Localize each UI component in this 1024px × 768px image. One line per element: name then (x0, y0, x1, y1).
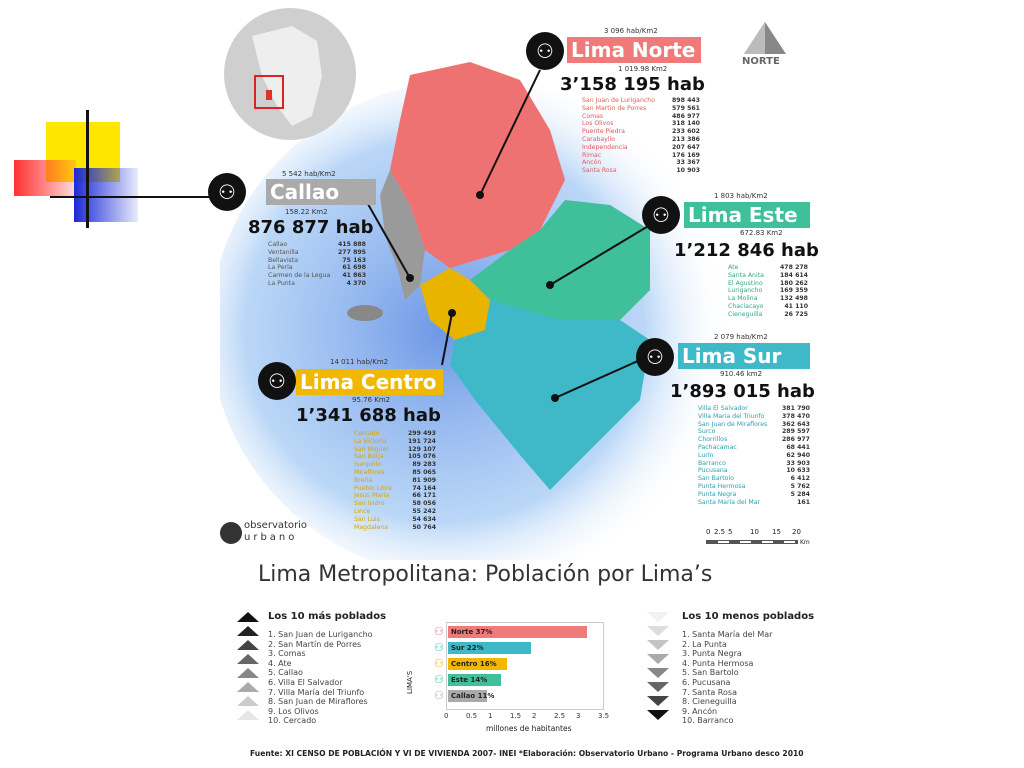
district-name: San Miguel (354, 445, 389, 453)
este-area: 672.83 Km2 (740, 229, 783, 237)
district-name: Lurigancho (728, 287, 763, 295)
district-name: San Luis (354, 515, 380, 523)
district-population: 362 643 (782, 420, 810, 428)
chart-ylabel: LIMA'S (406, 670, 414, 694)
infographic-title: Lima Metropolitana: Población por Lima’s (258, 562, 713, 587)
district-name: Jesús Maria (354, 492, 390, 500)
bar-person-icon: ⚇ (434, 641, 444, 654)
district-name: Magdalena (354, 523, 389, 531)
observatorio-logo (220, 518, 310, 546)
chart-x-tick: 0.5 (466, 712, 478, 720)
bar-person-icon: ⚇ (434, 673, 444, 686)
district-name: Cieneguilla (728, 310, 763, 318)
district-name: Villa El Salvador (698, 405, 748, 412)
district-row (354, 524, 436, 532)
sur-density: 2 079 hab/Km2 (714, 333, 768, 341)
district-population: 6 412 (790, 475, 810, 483)
district-row (268, 241, 366, 249)
chart-x-tick: 2.5 (554, 712, 566, 720)
list-item: 9. Ancón (682, 706, 718, 716)
scale-tick-4: 15 (772, 528, 781, 536)
district-name: Carabayllo (582, 135, 616, 143)
least-populated-chevrons (646, 612, 670, 728)
district-row (268, 272, 366, 280)
list-item: 5. Callao (268, 668, 303, 678)
district-name: Barranco (698, 459, 726, 467)
district-name: Santa Anita (728, 271, 764, 279)
sur-area: 910.46 km2 (720, 370, 763, 378)
district-row (698, 467, 810, 475)
people-icon-callao: ⚇ (208, 173, 246, 211)
district-row (698, 436, 810, 444)
district-name: Ancón (582, 159, 602, 167)
district-population: 289 597 (782, 428, 810, 436)
district-row (728, 311, 808, 319)
district-row (354, 492, 436, 500)
district-name: La Molina (728, 295, 758, 303)
district-population: 381 790 (782, 405, 810, 412)
san-lorenzo-island (347, 305, 383, 321)
district-population: 74 164 (412, 484, 436, 492)
norte-density: 3 096 hab/Km2 (604, 27, 658, 35)
centro-district-list (354, 430, 436, 531)
list-item: 10. Barranco (682, 716, 734, 726)
district-row (354, 453, 436, 461)
district-name: Chorrillos (698, 436, 728, 444)
district-row (698, 460, 810, 468)
source-footnote: Fuente: XI CENSO DE POBLACIÓN Y VI DE VIVIENDA 2007- INEI *Elaboración: Observatorio Urbano - Programa Urbano desco 2010 (250, 749, 804, 758)
district-row (698, 428, 810, 436)
list-item: 7. Santa Rosa (682, 687, 737, 697)
district-population: 55 242 (412, 507, 436, 515)
district-row (268, 257, 366, 265)
district-name: Callao (268, 241, 288, 248)
district-row (354, 516, 436, 524)
district-name: Ate (728, 264, 739, 271)
district-name: Surquillo (354, 461, 382, 469)
callao-area: 158.22 Km2 (285, 208, 328, 216)
district-name: Chaclacayo (728, 302, 764, 310)
logo-text-1: observatorio (244, 520, 308, 531)
chart-xlabel: millones de habitantes (486, 724, 572, 733)
region-callao-label: Callao (266, 179, 376, 205)
district-row (728, 272, 808, 280)
district-row (698, 475, 810, 483)
district-row (354, 461, 436, 469)
chart-bar-label: Centro 16% (451, 660, 497, 668)
most-populated-chevrons (236, 612, 260, 728)
scale-line (706, 540, 798, 544)
district-row (698, 491, 810, 499)
district-population: 486 977 (672, 112, 700, 120)
region-sur-label: Lima Sur (678, 343, 810, 369)
chart-x-tick: 3 (576, 712, 581, 720)
list-item: 6. Pucusana (682, 677, 731, 687)
district-name: Cercado (354, 430, 380, 437)
bar-person-icon: ⚇ (434, 657, 444, 670)
callao-population: 876 877 hab (248, 217, 374, 238)
district-row (698, 444, 810, 452)
district-population: 161 (797, 498, 810, 506)
chart-x-tick: 3.5 (598, 712, 610, 720)
district-population: 58 056 (412, 500, 436, 508)
chart-x-tick: 2 (532, 712, 537, 720)
district-name: Ventanilla (268, 248, 299, 256)
deco-vertical-line (86, 110, 89, 228)
district-population: 75 163 (342, 256, 366, 264)
district-row (582, 113, 700, 121)
district-name: Breña (354, 476, 373, 484)
district-name: Puente Piedra (582, 128, 625, 136)
district-row (728, 287, 808, 295)
district-population: 415 888 (338, 241, 366, 248)
district-name: La Victoria (354, 437, 387, 445)
district-row (268, 264, 366, 272)
district-row (354, 446, 436, 454)
district-population: 213 386 (672, 135, 700, 143)
district-name: Comas (582, 112, 604, 120)
district-name: Santa María del Mar (698, 498, 761, 506)
district-row (698, 452, 810, 460)
people-icon-norte: ⚇ (526, 32, 564, 70)
district-row (354, 477, 436, 485)
district-population: 41 863 (342, 272, 366, 280)
callao-district-list (268, 241, 366, 288)
people-icon-centro: ⚇ (258, 362, 296, 400)
district-population: 898 443 (672, 97, 700, 104)
este-district-list (728, 264, 808, 319)
scale-bar (706, 528, 816, 548)
district-row (698, 421, 810, 429)
region-centro-label: Lima Centro (296, 369, 443, 395)
norte-area: 1 019.98 Km2 (618, 65, 668, 73)
district-population: 129 107 (408, 445, 436, 453)
district-row (698, 405, 810, 413)
district-row (354, 438, 436, 446)
district-name: Miraflores (354, 468, 385, 476)
sur-population: 1’893 015 hab (670, 381, 815, 402)
district-row (354, 508, 436, 516)
chart-x-tick: 0 (444, 712, 449, 720)
district-population: 54 634 (412, 515, 436, 523)
deco-blue-square (74, 168, 138, 222)
district-row (582, 128, 700, 136)
bar-person-icon: ⚇ (434, 625, 444, 638)
chart-x-tick: 1.5 (510, 712, 522, 720)
district-name: Pueblo Libre (354, 484, 393, 492)
district-row (582, 167, 700, 175)
scale-tick-3: 10 (750, 528, 759, 536)
district-population: 62 940 (786, 451, 810, 459)
chart-x-tick: 1 (488, 712, 493, 720)
district-population: 50 764 (412, 523, 436, 531)
district-population: 277 895 (338, 248, 366, 256)
list-item: 2. La Punta (682, 639, 727, 649)
sur-district-list (698, 405, 810, 506)
district-population: 10 903 (676, 167, 700, 175)
scale-unit: Km (800, 539, 810, 546)
centro-density: 14 011 hab/Km2 (330, 358, 389, 366)
district-row (268, 249, 366, 257)
district-population: 66 171 (412, 492, 436, 500)
district-row (582, 120, 700, 128)
district-population: 26 725 (784, 310, 808, 318)
district-population: 191 724 (408, 437, 436, 445)
district-row (582, 159, 700, 167)
chart-bar-label: Sur 22% (451, 644, 484, 652)
most-populated-list (268, 630, 373, 726)
district-name: El Agustino (728, 279, 763, 287)
district-name: San Juan de Lurigancho (582, 97, 656, 104)
deco-horizontal-line (50, 196, 210, 198)
district-name: La Punta (268, 279, 295, 287)
list-item: 6. Villa El Salvador (268, 677, 343, 687)
people-icon-sur: ⚇ (636, 338, 674, 376)
list-item: 7. Villa María del Triunfo (268, 687, 365, 697)
district-row (698, 483, 810, 491)
district-name: Punta Hermosa (698, 482, 746, 490)
deco-red-square (14, 160, 76, 196)
district-name: Bellavista (268, 256, 299, 264)
district-population: 5 762 (790, 482, 810, 490)
district-population: 5 284 (790, 490, 810, 498)
district-row (582, 144, 700, 152)
district-population: 184 614 (780, 271, 808, 279)
district-name: San Juan de Miraflores (698, 420, 768, 428)
district-name: San Bartolo (698, 475, 734, 483)
list-item: 5. San Bartolo (682, 668, 739, 678)
list-item: 3. Punta Negra (682, 649, 742, 659)
least-populated-list (682, 630, 772, 726)
scale-tick-5: 20 (792, 528, 801, 536)
list-item: 8. San Juan de Miraflores (268, 697, 368, 707)
district-name: San Borja (354, 453, 384, 461)
list-item: 1. San Juan de Lurigancho (268, 630, 373, 639)
district-name: Santa Rosa (582, 167, 617, 175)
este-density: 1 803 hab/Km2 (714, 192, 768, 200)
district-name: Independencia (582, 143, 628, 151)
district-name: La Perla (268, 264, 293, 272)
district-population: 81 909 (412, 476, 436, 484)
district-name: San Martin de Porres (582, 104, 647, 112)
district-population: 105 076 (408, 453, 436, 461)
most-populated-heading: Los 10 más poblados (268, 611, 387, 622)
district-population: 478 278 (780, 264, 808, 271)
district-row (268, 280, 366, 288)
district-population: 33 367 (676, 159, 700, 167)
district-row (728, 280, 808, 288)
chart-bar-label: Este 14% (451, 676, 488, 684)
least-populated-heading: Los 10 menos poblados (682, 611, 815, 622)
district-population: 299 493 (408, 430, 436, 437)
scale-tick-1: 2.5 (714, 528, 726, 536)
list-item: 4. Punta Hermosa (682, 658, 754, 668)
district-population: 378 470 (782, 412, 810, 420)
district-name: Pucusana (698, 467, 728, 475)
logo-circle-icon (220, 522, 242, 544)
district-population: 89 283 (412, 461, 436, 469)
list-item: 2. San Martín de Porres (268, 639, 362, 649)
norte-district-list (582, 97, 700, 175)
district-name: Los Olivos (582, 120, 614, 128)
district-row (728, 295, 808, 303)
district-population: 286 977 (782, 436, 810, 444)
district-population: 207 647 (672, 143, 700, 151)
region-norte-label: Lima Norte (567, 37, 701, 63)
district-population: 61 698 (342, 264, 366, 272)
district-name: Lince (354, 507, 371, 515)
list-item: 1. Santa María del Mar (682, 630, 773, 639)
district-population: 41 110 (784, 302, 808, 310)
district-row (582, 136, 700, 144)
district-population: 132 498 (780, 295, 808, 303)
callao-density: 5 542 hab/Km2 (282, 170, 336, 178)
list-item: 9. Los Olivos (268, 706, 319, 716)
list-item: 8. Cieneguilla (682, 697, 737, 707)
district-name: Rimac (582, 151, 602, 159)
district-population: 176 169 (672, 151, 700, 159)
district-population: 233 602 (672, 128, 700, 136)
district-name: Villa Maria del Triunfo (698, 412, 765, 420)
district-population: 4 370 (346, 279, 366, 287)
norte-population: 3’158 195 hab (560, 74, 705, 95)
region-este-label: Lima Este (684, 202, 810, 228)
district-row (354, 430, 436, 438)
district-row (698, 413, 810, 421)
district-row (728, 303, 808, 311)
district-population: 10 633 (786, 467, 810, 475)
este-population: 1’212 846 hab (674, 240, 819, 261)
north-arrow-icon (742, 20, 788, 56)
logo-text-2: urbano (244, 532, 298, 543)
district-row (354, 469, 436, 477)
north-label: NORTE (742, 56, 780, 67)
district-row (582, 97, 700, 105)
scale-tick-2: 5 (728, 528, 733, 536)
chart-bar-label: Callao 11% (451, 692, 495, 700)
district-population: 579 561 (672, 104, 700, 112)
people-icon-este: ⚇ (642, 196, 680, 234)
district-name: Carmen de la Legua (268, 272, 331, 280)
district-population: 68 441 (786, 443, 810, 451)
scale-tick-0: 0 (706, 528, 711, 536)
list-item: 10. Cercado (268, 716, 317, 726)
population-bar-chart (408, 618, 618, 738)
district-row (582, 105, 700, 113)
district-row (728, 264, 808, 272)
district-name: Pachacamac (698, 443, 737, 451)
district-name: Punta Negra (698, 490, 737, 498)
centro-population: 1’341 688 hab (296, 405, 441, 426)
district-row (354, 500, 436, 508)
district-population: 85 065 (412, 468, 436, 476)
district-name: Surco (698, 428, 716, 436)
chart-bar-label: Norte 37% (451, 628, 493, 636)
list-item: 4. Ate (268, 658, 292, 668)
district-name: Lurín (698, 451, 714, 459)
district-row (698, 499, 810, 507)
district-name: San Isidro (354, 500, 385, 508)
bar-person-icon: ⚇ (434, 689, 444, 702)
district-population: 318 140 (672, 120, 700, 128)
district-population: 33 903 (786, 459, 810, 467)
district-population: 180 262 (780, 279, 808, 287)
peru-locator-map (222, 6, 358, 142)
list-item: 3. Comas (268, 649, 306, 659)
district-population: 169 359 (780, 287, 808, 295)
centro-area: 95.76 Km2 (352, 396, 391, 404)
